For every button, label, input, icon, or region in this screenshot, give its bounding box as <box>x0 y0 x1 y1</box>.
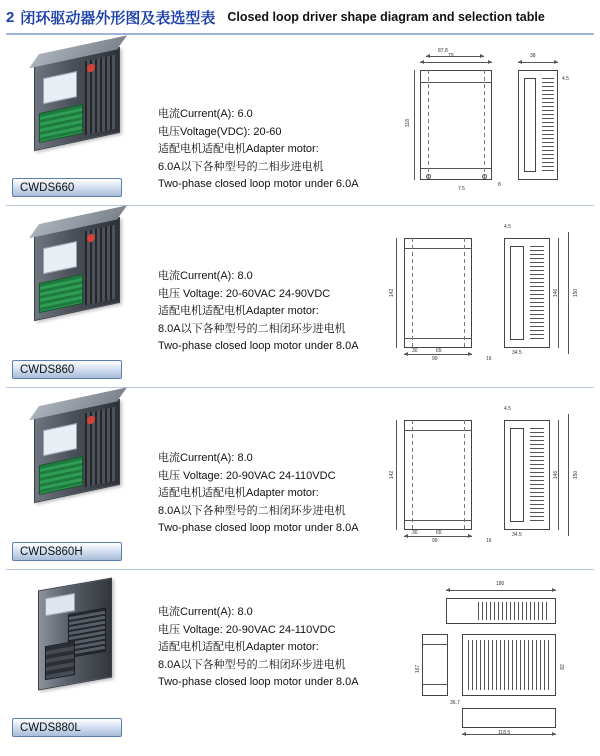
drawing-line <box>404 520 472 521</box>
product-section-cwds660 <box>6 38 594 206</box>
technical-drawing <box>386 220 586 370</box>
dimension-line <box>568 414 569 536</box>
drawing-line <box>422 684 448 685</box>
page-header <box>0 0 600 34</box>
drawing-hole <box>482 174 487 179</box>
drive-nameplate-label <box>43 71 77 104</box>
drawing-fin-hatch <box>468 640 550 690</box>
dimension-line <box>518 62 558 63</box>
dimension-line <box>446 590 556 591</box>
spec-list <box>158 268 359 356</box>
spec-line: 8.0A以下各种型号的二相闭环步进电机 <box>158 322 346 335</box>
drive-illustration <box>34 217 120 321</box>
drawing-side-detail <box>510 246 524 340</box>
dimension-label: 180 <box>496 581 505 587</box>
spec-line: 电流Current(A): 8.0 <box>158 270 253 282</box>
model-name: CWDS880L <box>20 721 81 734</box>
model-plate <box>12 718 122 737</box>
dimension-label: 36.7 <box>450 700 460 706</box>
page-title-cn: 闭环驱动器外形图及表选型表 <box>20 9 216 27</box>
dimension-label: 30 <box>412 348 418 354</box>
dimension-label: 65 <box>436 348 442 354</box>
spec-line: 适配电机适配电机Adapter motor: <box>158 305 319 317</box>
dimension-label: 142 <box>389 288 396 298</box>
drive-nameplate-label <box>43 423 77 456</box>
drive-illustration <box>38 577 112 690</box>
dimension-line <box>396 238 397 348</box>
spec-line: Two-phase closed loop motor under 8.0A <box>158 676 359 688</box>
dimension-label: 16 <box>486 356 492 362</box>
dimension-label: 7.5 <box>458 186 465 192</box>
drawing-front-view <box>404 238 472 348</box>
dimension-label: 87.8 <box>438 48 448 54</box>
spec-line: 电流Current(A): 8.0 <box>158 606 253 618</box>
dimension-line <box>426 56 484 57</box>
header-divider <box>6 33 594 35</box>
model-name: CWDS860 <box>20 363 75 376</box>
dimension-label: 146 <box>553 470 560 480</box>
spec-line: Two-phase closed loop motor under 8.0A <box>158 522 359 534</box>
drive-terminal-block <box>39 456 83 495</box>
product-photo <box>24 398 144 513</box>
dimension-label: 142 <box>389 470 396 480</box>
dimension-label: 65 <box>436 530 442 536</box>
drawing-line <box>404 248 472 249</box>
spec-line: 电压 Voltage: 20-60VAC 24-90VDC <box>158 287 331 300</box>
spec-line: 电压 Voltage: 20-90VAC 24-110VDC <box>158 623 336 636</box>
technical-drawing <box>406 580 586 740</box>
drawing-center-line <box>484 70 485 180</box>
page-title-en: Closed loop driver shape diagram and selection table <box>227 10 545 24</box>
spec-list <box>158 450 359 538</box>
model-name: CWDS660 <box>20 181 75 194</box>
drive-terminal-block <box>45 641 75 680</box>
spec-list <box>158 604 359 692</box>
drawing-bottom-view <box>462 708 556 728</box>
product-photo <box>24 46 144 161</box>
spec-line: 适配电机适配电机Adapter motor: <box>158 143 319 155</box>
dimension-label: 4.5 <box>504 406 511 412</box>
dimension-label: 150 <box>573 288 580 298</box>
drawing-hole <box>426 174 431 179</box>
dimension-label: 16 <box>486 538 492 544</box>
spec-line: 电压 Voltage: 20-90VAC 24-110VDC <box>158 469 336 482</box>
technical-drawing <box>398 48 588 198</box>
dimension-label: 118.5 <box>498 730 511 736</box>
drawing-line <box>404 338 472 339</box>
product-photo <box>24 578 144 688</box>
dimension-line <box>404 536 472 537</box>
spec-line: 适配电机适配电机Adapter motor: <box>158 641 319 653</box>
drawing-center-line <box>412 238 413 348</box>
drawing-fin-hatch <box>530 428 544 522</box>
drawing-side-detail <box>510 428 524 522</box>
dimension-label: 99 <box>432 356 438 362</box>
drawing-line <box>422 644 448 645</box>
model-plate <box>12 360 122 379</box>
drawing-line <box>404 430 472 431</box>
dimension-label: 118 <box>404 119 411 127</box>
spec-list <box>158 106 359 194</box>
spec-line: Two-phase closed loop motor under 6.0A <box>158 178 359 190</box>
section-number: 2 <box>6 8 15 26</box>
dimension-label: 38 <box>530 53 536 59</box>
drawing-front-view <box>420 70 492 180</box>
dimension-line <box>420 62 492 63</box>
spec-line: 电流Current(A): 8.0 <box>158 452 253 464</box>
dimension-label: 34.5 <box>512 350 522 356</box>
dimension-label: 82 <box>559 664 566 670</box>
spec-line: 6.0A以下各种型号的二相步进电机 <box>158 160 324 173</box>
drawing-front-view <box>404 420 472 530</box>
dimension-line <box>568 232 569 354</box>
model-plate <box>12 178 122 197</box>
dimension-label: 99 <box>432 538 438 544</box>
product-section-cwds880l <box>6 572 594 748</box>
dimension-line <box>404 354 472 355</box>
drive-terminal-block <box>39 104 83 143</box>
product-section-cwds860 <box>6 208 594 388</box>
product-section-cwds860h <box>6 390 594 570</box>
drive-terminal-block <box>39 274 83 313</box>
drawing-center-line <box>428 70 429 180</box>
product-photo <box>24 216 144 331</box>
drawing-fin-hatch <box>542 78 554 172</box>
drive-nameplate-label <box>43 241 77 274</box>
spec-line: Two-phase closed loop motor under 8.0A <box>158 340 359 352</box>
spec-line: 电压Voltage(VDC): 20-60 <box>158 125 282 138</box>
spec-line: 电流Current(A): 6.0 <box>158 108 253 120</box>
drawing-line <box>420 168 492 169</box>
drawing-center-line <box>464 420 465 530</box>
drawing-fin-hatch <box>530 246 544 340</box>
dimension-label: 34.5 <box>512 532 522 538</box>
dimension-label: 8 <box>498 182 501 188</box>
drawing-center-line <box>464 238 465 348</box>
model-plate <box>12 542 122 561</box>
dimension-label: 167 <box>415 664 422 674</box>
drawing-center-line <box>412 420 413 530</box>
dimension-line <box>414 70 415 180</box>
model-name: CWDS860H <box>20 545 83 558</box>
dimension-label: 4.5 <box>562 76 569 82</box>
drawing-line <box>420 82 492 83</box>
spec-line: 适配电机适配电机Adapter motor: <box>158 487 319 499</box>
dimension-line <box>396 420 397 530</box>
spec-line: 8.0A以下各种型号的二相闭环步进电机 <box>158 504 346 517</box>
dimension-label: 146 <box>553 288 560 298</box>
drive-illustration <box>34 399 120 503</box>
spec-line: 8.0A以下各种型号的二相闭环步进电机 <box>158 658 346 671</box>
drive-illustration <box>34 47 120 151</box>
dimension-label: 4.5 <box>504 224 511 230</box>
drawing-fin-hatch <box>478 602 550 620</box>
dimension-label: 150 <box>573 470 580 480</box>
dimension-label: 30 <box>412 530 418 536</box>
drawing-side-detail <box>524 78 536 172</box>
technical-drawing <box>386 402 586 552</box>
